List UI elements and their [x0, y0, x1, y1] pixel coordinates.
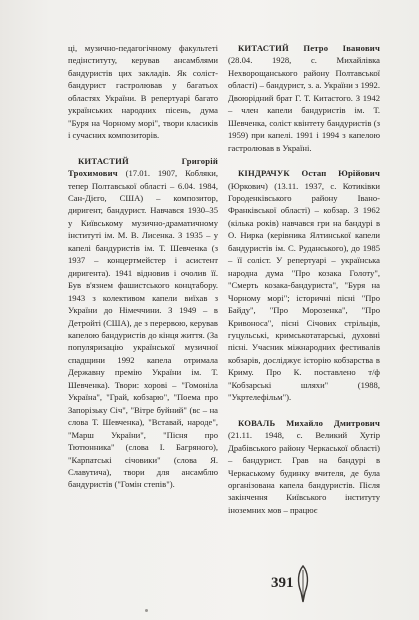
entry-kytastyi-hryhorii	[68, 155, 218, 491]
entry-kytastyi-petro	[228, 42, 380, 154]
page-mark	[145, 609, 148, 612]
entry-heading: КИТАСТИЙ Григорій Трохимович	[68, 155, 218, 179]
right-column	[228, 42, 380, 516]
page-number: 391	[271, 575, 294, 591]
entry-body: (28.04. 1928, с. Михайлівка Нехворощанського району Полтавської області) – бандурист, з. а. України з 1992. Двоюрідний брат Г. Т. Китастого. З 1942 – член капели бандуристів ім. Т. Шевченка, соліст квінтету бандуристів (з 1959) при капелі. 1991 і 1994 з капелою гастролював в Україні.	[228, 55, 380, 153]
entry-body: (21.11. 1948, с. Великий Хутір Драбівського району Черкаської області) – бандурист. Грав на бандурі в Черкаському будинку вчителя, де була організована капела бандуристів. Після закінчення Київського інституту іноземних мов – працює	[228, 430, 380, 515]
continued-entry-text: ці, музично-педагогічному факультеті педінституту, керував ансамблями бандуристів цих закладів. Як соліст-бандурист гастролював у багатьох областях України. В репертуарі багато українських народних пісень, дума "Буря на Чорному морі", твори класиків і сучасних композиторів.	[68, 43, 218, 141]
entry-heading: КІНДРАЧУК Остап Юрійович	[238, 168, 380, 179]
entry-body: (Юркович) (13.11. 1937, с. Котиківки Городенківського району Івано-Франківської області) – кобзар. З 1962 (кілька років) навчався гри на бандурі в О. Нирка (керівника Ялтинської капели бандуристів ім. С. Руданського), до 1985 – її соліст. У репертуарі – українська народна дума "Про козака Голоту", "Смерть козака-бандуриста", "Буря на Чорному морі"; історичні пісні "Про Байду", "Про Морозенка", "Про Кривоноса", пісні Січових стрільців, гуцульські, кримськотатарські, духовні пісні. Учасник міжнародних фестивалів кобзарів, досліджує історію кобзарства в Криму. Про К. поставлено т/ф "Кобзарські шляхи" (1988, "Укртелефільм").	[228, 180, 380, 403]
entry-body: (17.01. 1907, Кобляки, тепер Полтавської області – 6.04. 1984, Сан-Дієго, США) – композитор, диригент, бандурист. Навчався 1930–35 у Київському музично-драматичному інституті ім. М. В. Лисенка. З 1935 – у капелі бандуристів ім. Т. Шевченка (з 1937 – концертмейстер і асистент диригента). 1941 відновив і очолив її. Був в'язнем фашистського концтабору. 1943 з колективом капели виїхав з України до Німеччини. З 1949 – в Детройті (США), де з перервою, керував капелою бандуристів до кінця життя. (За популяризацію української музичної спадщини 1992 капела отримала Державну премію України ім. Т. Шевченка). Твори: хорові – "Гомоніла Україна", "Грай, кобзарю", "Поема про Запорізьку Січ", "Вітре буйний" (вс – на слова Т. Шевченка), "Вставай, народе", "Марш України", "Пісня про Тютюнника" (слова І. Багряного), "Карпатські січовики" (слова Я. Славутича), твори для ансамблю бандуристів ("Гомін степів").	[68, 168, 218, 490]
entry-koval-mykhailo	[228, 417, 380, 517]
entry-kindrachuk-ostap	[228, 167, 380, 404]
entry-heading: КОВАЛЬ Михайло Дмитрович	[238, 417, 380, 428]
entry-heading: КИТАСТИЙ Петро Іванович	[238, 43, 380, 53]
left-column	[68, 42, 218, 491]
quill-ornament-icon	[293, 564, 313, 604]
